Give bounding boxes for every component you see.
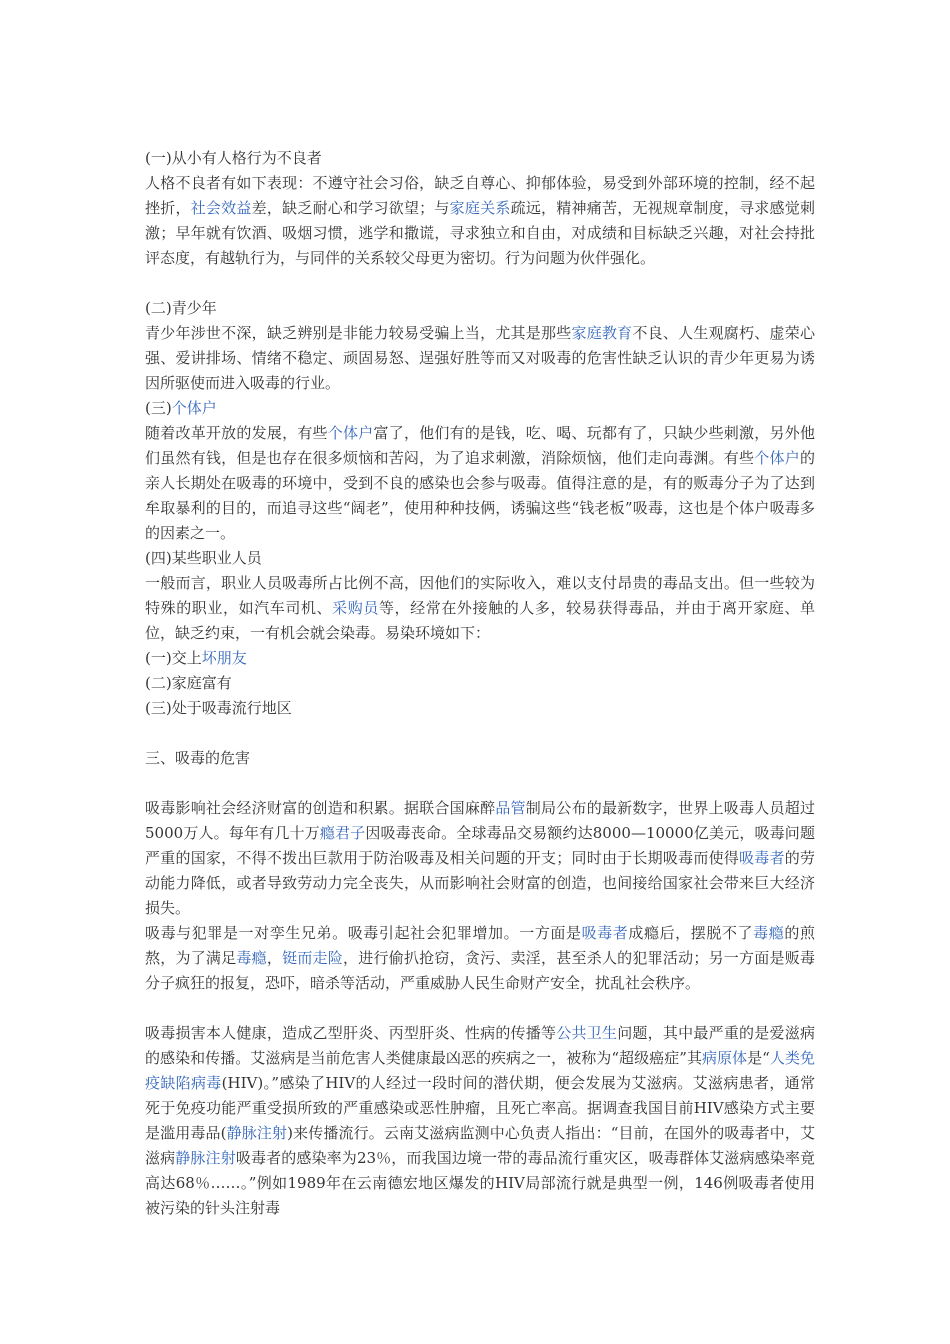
keyword-link[interactable]: 静脉注射 — [226, 1124, 288, 1142]
paragraph — [145, 921, 815, 996]
keyword-link[interactable]: 吸毒者 — [581, 924, 629, 942]
paragraph — [145, 1021, 815, 1221]
paragraph-text: (二)青少年 — [145, 299, 217, 317]
paragraph-text: 吸毒者的感染率为23％，而我国边境一带的毒品流行重灾区，吸毒群体艾滋病感染率竟高达68％……。”例如1989年在云南德宏地区爆发的HIV局部流行就是典型一例，146例吸毒者使用被污染的针头注射毒 — [145, 1149, 815, 1217]
paragraph — [145, 396, 815, 421]
paragraph — [145, 671, 815, 696]
keyword-link[interactable]: 个体户 — [754, 449, 800, 467]
keyword-link[interactable]: 人类免疫缺陷病毒 — [145, 1049, 815, 1092]
paragraph — [145, 146, 815, 171]
paragraph-text: 差，缺乏耐心和学习欲望；与 — [251, 199, 450, 217]
paragraph — [145, 746, 815, 771]
paragraph-text: 一般而言，职业人员吸毒所占比例不高，因他们的实际收入，难以支付昂贵的毒品支出。但一些较为特殊的职业，如汽车司机、 — [145, 574, 815, 617]
paragraph-text: 富了，他们有的是钱，吃、喝、玩都有了，只缺少些刺激，另外他们虽然有钱，但是也存在很多烦恼和苦闷，为了追求刺激，消除烦恼，他们走向毒渊。有些 — [145, 424, 815, 467]
paragraph-text: 的劳动能力降低，或者导致劳动力完全丧失，从而影响社会财富的创造，也间接给国家社会带来巨大经济损失。 — [145, 849, 815, 917]
keyword-link[interactable]: 公共卫生 — [556, 1024, 618, 1042]
paragraph-text: 的煎熬，为了满足 — [145, 924, 815, 967]
paragraph-text: )来传播流行。云南艾滋病监测中心负责人指出：“目前，在国外的吸毒者中，艾滋病 — [145, 1124, 815, 1167]
paragraph-text: 吸毒影响社会经济财富的创造和积累。据联合国麻醉 — [145, 799, 496, 817]
keyword-link[interactable]: 毒瘾 — [236, 949, 267, 967]
keyword-link[interactable]: 吸毒者 — [739, 849, 785, 867]
paragraph — [145, 296, 815, 321]
paragraph — [145, 696, 815, 721]
paragraph-text: (HIV)。”感染了HIV的人经过一段时间的潜伏期，便会发展为艾滋病。艾滋病患者，通常死于免疫功能严重受损所致的严重感染或恶性肿瘤，且死亡率高。据调查我国目前HIV感染方式主要是滥用毒品( — [145, 1074, 815, 1142]
keyword-link[interactable]: 采购员 — [332, 599, 379, 617]
keyword-link[interactable]: 社会效益 — [190, 199, 252, 217]
paragraph-text: (一)从小有人格行为不良者 — [145, 149, 322, 167]
paragraph — [145, 171, 815, 271]
keyword-link[interactable]: 毒瘾 — [753, 924, 785, 942]
paragraph-text: 吸毒损害本人健康，造成乙型肝炎、丙型肝炎、性病的传播等 — [145, 1024, 557, 1042]
paragraph-spacer — [145, 996, 815, 1021]
paragraph — [145, 571, 815, 646]
paragraph-text: 三、吸毒的危害 — [145, 749, 251, 767]
paragraph-text: (三)处于吸毒流行地区 — [145, 699, 292, 717]
paragraph-text: ，进行偷扒抢窃，贪污、卖淫，甚至杀人的犯罪活动；另一方面是贩毒分子疯狂的报复，恐吓，暗杀等活动，严重威胁人民生命财产安全，扰乱社会秩序。 — [145, 949, 815, 992]
keyword-link[interactable]: 品管 — [495, 799, 526, 817]
paragraph — [145, 646, 815, 671]
keyword-link[interactable]: 铤而走险 — [282, 949, 344, 967]
paragraph-text: (四)某些职业人员 — [145, 549, 262, 567]
keyword-link[interactable]: 家庭关系 — [449, 199, 511, 217]
paragraph-text: 人格不良者有如下表现：不遵守社会习俗，缺乏自尊心、抑郁体验，易受到外部环境的控制，经不起挫折， — [145, 174, 815, 217]
paragraph — [145, 796, 815, 921]
paragraph-text: 吸毒与犯罪是一对孪生兄弟。吸毒引起社会犯罪增加。一方面是 — [145, 924, 582, 942]
keyword-link[interactable]: 个体户 — [171, 399, 217, 417]
keyword-link[interactable]: 瘾君子 — [319, 824, 366, 842]
paragraph — [145, 546, 815, 571]
paragraph-text: 疏远，精神痛苦，无视规章制度，寻求感觉刺激；早年就有饮酒、吸烟习惯，逃学和撒谎，寻求独立和自由，对成绩和目标缺乏兴趣，对社会持批评态度，有越轨行为，与同伴的关系较父母更为密切。行为问题为伙伴强化。 — [145, 199, 815, 267]
keyword-link[interactable]: 家庭教育 — [571, 324, 633, 342]
paragraph-text: 因吸毒丧命。全球毒品交易额约达8000—10000亿美元，吸毒问题严重的国家，不得不拨出巨款用于防治吸毒及相关问题的开支；同时由于长期吸毒而使得 — [145, 824, 815, 867]
paragraph-text: 成瘾后，摆脱不了 — [628, 924, 754, 942]
paragraph-text: 随着改革开放的发展，有些 — [145, 424, 328, 442]
paragraph-text: 问题，其中最严重的是爱滋病的感染和传播。艾滋病是当前危害人类健康最凶恶的疾病之一，被称为“超级癌症”其 — [145, 1024, 815, 1067]
paragraph-text: (一)交上 — [145, 649, 202, 667]
keyword-link[interactable]: 坏朋友 — [201, 649, 247, 667]
paragraph-text: 不良、人生观腐朽、虚荣心强、爱讲排场、情绪不稳定、顽固易怒、逞强好胜等而又对吸毒的危害性缺乏认识的青少年更易为诱因所驱使而进入吸毒的行业。 — [145, 324, 815, 392]
document-body — [145, 146, 815, 1221]
paragraph-spacer — [145, 271, 815, 296]
paragraph — [145, 321, 815, 396]
paragraph-text: 等，经常在外接触的人多，较易获得毒品，并由于离开家庭、单位，缺乏约束，一有机会就会染毒。易染环境如下： — [145, 599, 815, 642]
paragraph — [145, 421, 815, 546]
keyword-link[interactable]: 病原体 — [702, 1049, 748, 1067]
paragraph-text: ， — [266, 949, 283, 967]
paragraph-text: 的亲人长期处在吸毒的环境中，受到不良的感染也会参与吸毒。值得注意的是，有的贩毒分子为了达到牟取暴利的目的，而追寻这些“阔老”，使用种种技俩，诱骗这些“钱老板”吸毒，这也是个体户吸毒多的因素之一。 — [145, 449, 815, 542]
paragraph-spacer — [145, 721, 815, 746]
paragraph-spacer — [145, 771, 815, 796]
keyword-link[interactable]: 静脉注射 — [175, 1149, 236, 1167]
paragraph-text: (二)家庭富有 — [145, 674, 232, 692]
paragraph-text: 是“ — [747, 1049, 770, 1067]
keyword-link[interactable]: 个体户 — [327, 424, 374, 442]
paragraph-text: 青少年涉世不深，缺乏辨别是非能力较易受骗上当，尤其是那些 — [145, 324, 572, 342]
paragraph-text: (三) — [145, 399, 172, 417]
paragraph-text: 制局公布的最新数字，世界上吸毒人员超过5000万人。每年有几十万 — [145, 799, 815, 842]
